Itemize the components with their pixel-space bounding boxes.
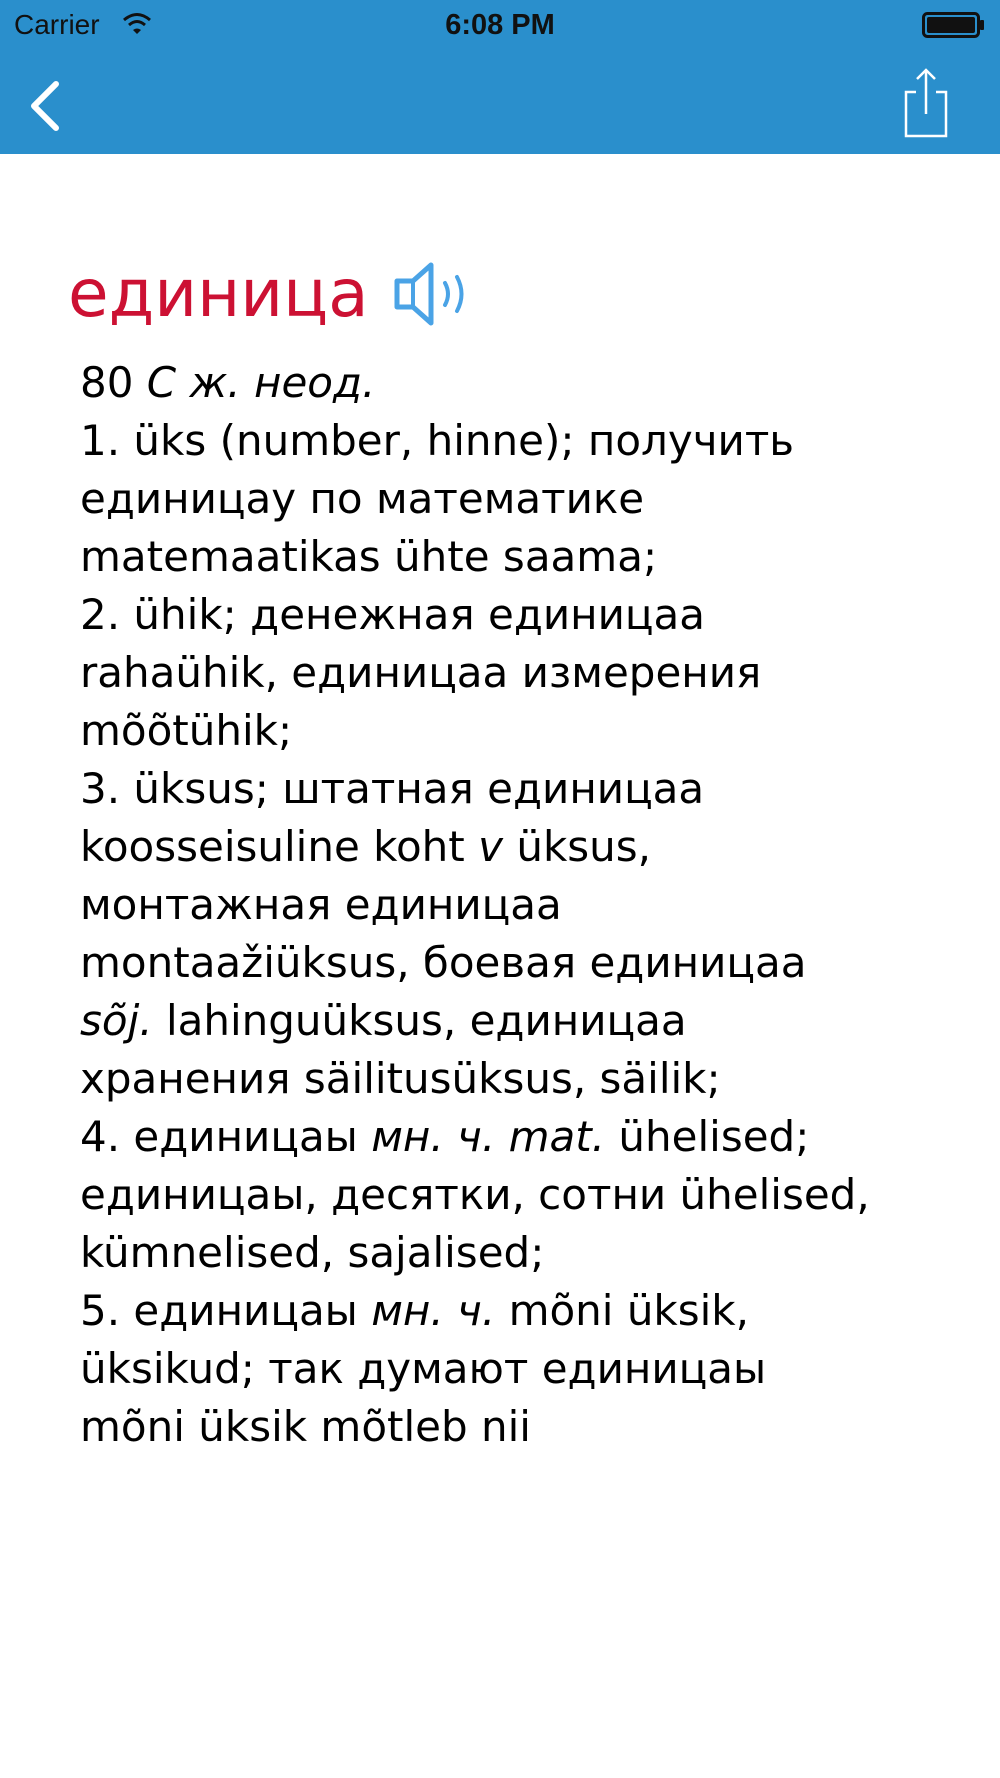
definition-annotation: мн. ч.: [371, 1286, 496, 1335]
definition-line: [80, 760, 960, 818]
definition-line: [80, 1166, 960, 1224]
status-bar: [0, 0, 1000, 52]
battery-icon: [922, 12, 986, 43]
carrier-label: Carrier: [14, 9, 100, 40]
definition-segment: 2. ühik; денежная единицаа: [80, 590, 705, 639]
definition-segment: ühelised;: [605, 1112, 810, 1161]
speaker-icon: [391, 259, 477, 329]
chevron-left-icon: [22, 72, 82, 136]
definition-line: [80, 1108, 960, 1166]
status-time: 6:08 PM: [445, 9, 555, 41]
definition-segment: montaažiüksus, боевая единицаа: [80, 938, 807, 987]
definition-line: [80, 528, 960, 586]
definition-line: [80, 818, 960, 876]
definition-line: [80, 934, 960, 992]
definition-segment: lahinguüksus, единицаа: [152, 996, 687, 1045]
share-button[interactable]: [896, 66, 956, 140]
definition-line: [80, 644, 960, 702]
definition-line: [80, 412, 960, 470]
headword: единица: [68, 255, 369, 332]
definition-annotation: sõj.: [80, 996, 153, 1045]
definition-segment: matemaatikas ühte saama;: [80, 532, 658, 581]
definition-segment: 4. единицаы: [80, 1112, 372, 1161]
definition-line: [80, 1282, 960, 1340]
definition-annotation: С ж. неод.: [146, 358, 376, 407]
definition-segment: единицау по математике: [80, 474, 645, 523]
play-pronunciation-button[interactable]: [391, 259, 477, 329]
definition-line: [80, 586, 960, 644]
definition-segment: хранения säilitusüksus, säilik;: [80, 1054, 721, 1103]
definition-segment: mõni üksik,: [495, 1286, 749, 1335]
definition-line: [80, 1398, 960, 1456]
nav-bar: [0, 52, 1000, 154]
definition-segment: kümnelised, sajalised;: [80, 1228, 545, 1277]
definition-segment: 80: [80, 358, 147, 407]
definition-line: [80, 876, 960, 934]
definition-line: [80, 354, 960, 412]
definition-text: [80, 354, 960, 1456]
definition-line: [80, 992, 960, 1050]
definition-segment: 5. единицаы: [80, 1286, 372, 1335]
definition-segment: единицаы, десятки, сотни ühelised,: [80, 1170, 870, 1219]
definition-line: [80, 1050, 960, 1108]
definition-annotation: v: [478, 822, 503, 871]
definition-line: [80, 470, 960, 528]
definition-segment: mõni üksik mõtleb nii: [80, 1402, 531, 1451]
definition-annotation: мн. ч. mat.: [371, 1112, 606, 1161]
back-button[interactable]: [22, 72, 82, 136]
definition-segment: rahaühik, единицаа измерения: [80, 648, 762, 697]
definition-segment: mõõtühik;: [80, 706, 293, 755]
definition-segment: 3. üksus; штатная единицаа: [80, 764, 705, 813]
definition-segment: монтажная единицаа: [80, 880, 562, 929]
headword-row: [68, 254, 477, 334]
definition-line: [80, 1340, 960, 1398]
definition-line: [80, 702, 960, 760]
definition-segment: 1. üks (number, hinne); получить: [80, 416, 795, 465]
definition-line: [80, 1224, 960, 1282]
definition-segment: üksus,: [502, 822, 651, 871]
definition-segment: koosseisuline koht: [80, 822, 479, 871]
definition-segment: üksikud; так думают единицаы: [80, 1344, 767, 1393]
share-icon: [896, 66, 956, 140]
